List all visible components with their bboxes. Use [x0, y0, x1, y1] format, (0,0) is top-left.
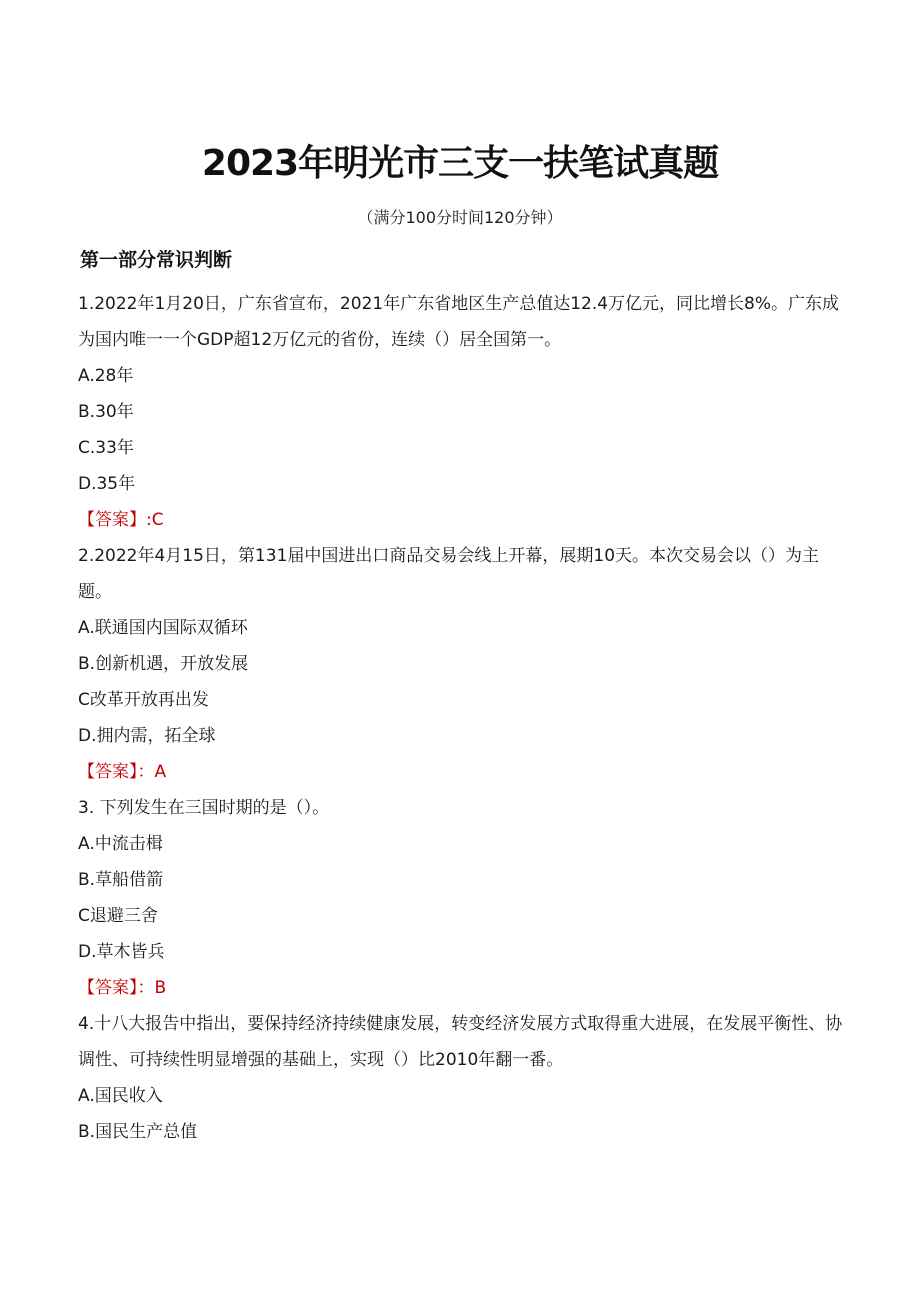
answer-value: ：B — [137, 978, 167, 998]
option-c: C改革开放再出发 — [78, 690, 209, 710]
option-a: A.28年 — [78, 366, 134, 386]
question-2 — [78, 538, 843, 790]
answer-label: 【答案】 — [78, 978, 138, 998]
question-stem: 1.2022年1月20日，广东省宣布，2021年广东省地区生产总值达12.4万亿元，同比增长8%。广东成为国内唯一一个GDP超12万亿元的省份，连续（）居全国第一。 — [78, 294, 840, 350]
answer-line — [78, 502, 843, 538]
option-d: D.草木皆兵 — [78, 942, 165, 962]
answer-line — [78, 970, 843, 1006]
answer-value: :C — [146, 510, 164, 530]
option-b: B.国民生产总值 — [78, 1122, 198, 1142]
answer-label: 【答案】 — [78, 510, 146, 530]
document-title: 2023年明光市三支一扶笔试真题 — [201, 143, 719, 184]
section-heading: 第一部分常识判断 — [80, 249, 233, 271]
option-a: A.联通国内国际双循环 — [78, 618, 248, 638]
question-stem: 3. 下列发生在三国时期的是（）。 — [78, 798, 330, 818]
option-a: A.中流击楫 — [78, 834, 163, 854]
question-1 — [78, 286, 843, 538]
question-4 — [78, 1006, 843, 1150]
option-d: D.35年 — [78, 474, 136, 494]
answer-line — [78, 754, 843, 790]
option-d: D.拥内需，拓全球 — [78, 726, 216, 746]
option-b: B.创新机遇，开放发展 — [78, 654, 249, 674]
option-c: C.33年 — [78, 438, 134, 458]
question-stem: 2.2022年4月15日，第131届中国进出口商品交易会线上开幕，展期10天。本次交易会以（）为主题。 — [78, 546, 820, 602]
option-c: C退避三舍 — [78, 906, 158, 926]
answer-value: ：A — [137, 762, 167, 782]
option-b: B.草船借箭 — [78, 870, 164, 890]
option-a: A.国民收入 — [78, 1086, 163, 1106]
answer-label: 【答案】 — [78, 762, 138, 782]
question-stem: 4.十八大报告中指出，要保持经济持续健康发展，转变经济发展方式取得重大进展，在发展平衡性、协调性、可持续性明显增强的基础上，实现（）比2010年翻一番。 — [78, 1014, 843, 1070]
question-list — [78, 286, 843, 1150]
question-3 — [78, 790, 843, 1006]
option-b: B.30年 — [78, 402, 134, 422]
document-subtitle: （满分100分时间120分钟） — [357, 208, 563, 227]
